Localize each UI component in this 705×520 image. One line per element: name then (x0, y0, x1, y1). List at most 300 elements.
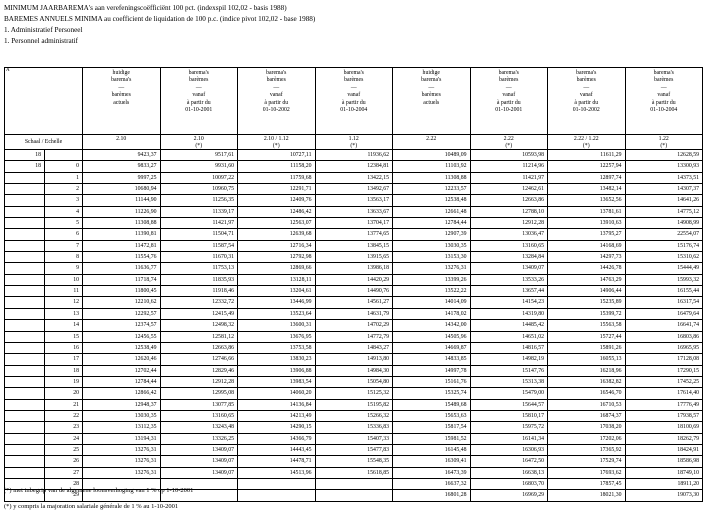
schaal-cell (470, 135, 548, 150)
salary-cell: 16382,82 (548, 376, 626, 387)
salary-cell: 14651,02 (470, 331, 548, 342)
table-row (5, 444, 703, 455)
table-row (5, 433, 703, 444)
salary-cell: 14490,76 (315, 286, 393, 297)
salary-cell: 13409,07 (160, 467, 238, 478)
step-cell: 0 (45, 161, 83, 172)
salary-cell: 13194,31 (83, 433, 161, 444)
salary-cell: 12409,76 (238, 195, 316, 206)
table-row (5, 422, 703, 433)
salary-cell: 12620,46 (83, 354, 161, 365)
schaal-mark (86, 143, 157, 150)
salary-cell: 14997,78 (393, 365, 471, 376)
salary-cell: 22554,07 (625, 229, 703, 240)
salary-cell: 12538,48 (393, 195, 471, 206)
salary-cell: 11611,29 (548, 150, 626, 161)
column-header-line: à partir du (264, 99, 289, 106)
salary-cell: 12257,94 (548, 161, 626, 172)
salary-cell: 11587,54 (160, 240, 238, 251)
salary-cell: 14843,27 (315, 342, 393, 353)
salary-cell: 13399,26 (393, 274, 471, 285)
salary-cell: 18911,20 (625, 478, 703, 489)
age-cell (5, 297, 45, 308)
age-cell (5, 206, 45, 217)
step-cell: 10 (45, 274, 83, 285)
salary-cell: 14178,02 (393, 308, 471, 319)
salary-cell: 12498,32 (160, 320, 238, 331)
schaal-mark: (*) (195, 142, 203, 149)
step-cell: 13 (45, 308, 83, 319)
salary-cell: 17938,57 (625, 410, 703, 421)
column-header-line: — (350, 84, 357, 91)
step-cell: 24 (45, 433, 83, 444)
table-row (5, 172, 703, 183)
salary-cell (315, 478, 393, 489)
column-header-line: barèmes (189, 77, 209, 84)
schaal-value: 2.22 (503, 136, 514, 142)
column-header-line: 01-10-2001 (495, 106, 523, 113)
salary-cell: 13128,11 (238, 274, 316, 285)
age-cell (5, 308, 45, 319)
salary-cell: 13845,15 (315, 240, 393, 251)
column-header-line: — (660, 84, 667, 91)
age-cell (5, 320, 45, 331)
schaal-mark (396, 143, 467, 150)
salary-cell: 11421,97 (160, 218, 238, 229)
salary-cell: 14833,85 (393, 354, 471, 365)
salary-cell: 12829,46 (160, 365, 238, 376)
age-cell (5, 376, 45, 387)
step-cell: 21 (45, 399, 83, 410)
column-header-line: barema's (343, 70, 364, 76)
salary-cell: 12702,44 (83, 365, 161, 376)
schaal-cell (238, 135, 316, 150)
salary-cell: 17857,45 (548, 478, 626, 489)
salary-cell: 14775,12 (625, 206, 703, 217)
salary-cell: 13446,99 (238, 297, 316, 308)
section-french: 1. Personnel administratif (4, 37, 79, 45)
salary-cell: 14342,00 (393, 320, 471, 331)
salary-cell: 11144,90 (83, 195, 161, 206)
table-row (5, 320, 703, 331)
salary-cell: 13243,48 (160, 422, 238, 433)
salary-cell: 12639,68 (238, 229, 316, 240)
column-header-line: barema's (498, 70, 519, 76)
salary-cell: 14168,69 (548, 240, 626, 251)
salary-cell: 10593,98 (470, 150, 548, 161)
salary-cell: 12384,81 (315, 161, 393, 172)
salary-cell: 15653,63 (393, 410, 471, 421)
schaal-mark: (*) (272, 142, 280, 149)
salary-cell: 15981,52 (393, 433, 471, 444)
salary-cell: 18100,69 (625, 422, 703, 433)
salary-cell: 15489,68 (393, 399, 471, 410)
salary-cell: 13830,23 (238, 354, 316, 365)
salary-cell: 13523,64 (238, 308, 316, 319)
salary-cell: 19073,30 (625, 490, 703, 501)
salary-cell: 13276,31 (393, 263, 471, 274)
salary-cell: 16965,95 (625, 342, 703, 353)
schaal-cell (315, 135, 393, 150)
table-row (5, 410, 703, 421)
salary-cell: 17452,25 (625, 376, 703, 387)
salary-cell: 15477,83 (315, 444, 393, 455)
corner-cell (5, 68, 83, 135)
salary-cell: 18749,10 (625, 467, 703, 478)
salary-cell: 13774,65 (315, 229, 393, 240)
schaal-value: 1.12 (348, 136, 359, 142)
salary-cell: 14631,79 (315, 308, 393, 319)
age-cell (5, 184, 45, 195)
salary-cell: 13492,67 (315, 184, 393, 195)
salary-cell: 10960,75 (160, 184, 238, 195)
column-header-line: à partir du (651, 99, 676, 106)
salary-cell: 14443,45 (238, 444, 316, 455)
salary-cell: 11835,93 (160, 274, 238, 285)
column-header-line: vanaf (269, 92, 283, 99)
salary-cell: 11472,81 (83, 240, 161, 251)
salary-cell: 16710,53 (548, 399, 626, 410)
salary-cell: 14513,96 (238, 467, 316, 478)
table-row (5, 399, 703, 410)
salary-cell: 13482,14 (548, 184, 626, 195)
salary-cell: 14014,09 (393, 297, 471, 308)
salary-cell: 13036,47 (470, 229, 548, 240)
salary-cell: 13657,44 (470, 286, 548, 297)
salary-cell: 13915,65 (315, 252, 393, 263)
column-header-row (5, 68, 703, 135)
salary-cell: 18586,98 (625, 456, 703, 467)
age-cell (5, 410, 45, 421)
schaal-value: 2.10 (116, 136, 127, 142)
table-row (5, 376, 703, 387)
salary-cell: 17614,40 (625, 388, 703, 399)
salary-cell: 14561,27 (315, 297, 393, 308)
salary-cell: 11226,90 (83, 206, 161, 217)
salary-cell: 12948,37 (83, 399, 161, 410)
salary-cell: 14641,26 (625, 195, 703, 206)
salary-cell: 15810,17 (470, 410, 548, 421)
age-cell (5, 240, 45, 251)
step-cell: 2 (45, 184, 83, 195)
salary-cell: 12210,62 (83, 297, 161, 308)
step-cell: 8 (45, 252, 83, 263)
salary-cell: 13753,58 (238, 342, 316, 353)
salary-cell: 18021,30 (548, 490, 626, 501)
salary-cell: 13300,93 (625, 161, 703, 172)
schaal-value: 1.22 (658, 136, 669, 142)
salary-cell (315, 490, 393, 501)
salary-cell: 11103,92 (393, 161, 471, 172)
column-header-line: actuels (113, 99, 130, 106)
document-header (4, 3, 315, 47)
table-row (5, 354, 703, 365)
salary-cell: 12332,72 (160, 297, 238, 308)
age-cell (5, 433, 45, 444)
column-header-line: huidige (422, 70, 440, 76)
salary-cell: 9833,27 (83, 161, 161, 172)
step-cell: 7 (45, 240, 83, 251)
schaal-mark: (*) (660, 142, 668, 149)
salary-cell: 12661,48 (393, 206, 471, 217)
step-cell: 4 (45, 206, 83, 217)
column-header-line: barèmes (576, 77, 596, 84)
salary-cell: 11214,96 (470, 161, 548, 172)
column-header-line: à partir du (186, 99, 211, 106)
age-cell (5, 286, 45, 297)
step-cell (45, 150, 83, 161)
salary-cell: 14420,29 (315, 274, 393, 285)
salary-cell: 15266,32 (315, 410, 393, 421)
step-cell: 1 (45, 172, 83, 183)
step-cell: 28 (45, 478, 83, 489)
salary-cell: 14319,80 (470, 308, 548, 319)
column-header-line: — (118, 84, 125, 91)
step-cell: 16 (45, 342, 83, 353)
salary-cell: 14702,29 (315, 320, 393, 331)
column-header-line: vanaf (502, 92, 516, 99)
salary-cell: 11390,81 (83, 229, 161, 240)
schaal-cell (548, 135, 626, 150)
table-row (5, 274, 703, 285)
step-cell: 29 (45, 490, 83, 501)
salary-cell: 9931,60 (160, 161, 238, 172)
footnote-french: (*) y compris la majoration salariale générale de 1 % au 1-10-2001 (4, 503, 179, 510)
salary-cell: 14984,30 (315, 365, 393, 376)
column-header-line: 01-10-2002 (262, 106, 290, 113)
title-dutch: MINIMUM JAARBAREMA's aan verefeningscoëfficiënt 100 pct. (indexspil 102,02 - basis 1988) (4, 4, 287, 12)
salary-cell: 15399,72 (548, 308, 626, 319)
column-header (83, 68, 161, 135)
salary-cell: 16638,13 (470, 467, 548, 478)
age-cell (5, 388, 45, 399)
column-header-line: 01-10-2001 (185, 106, 213, 113)
salary-cell: 11504,71 (160, 229, 238, 240)
salary-cell: 12563,07 (238, 218, 316, 229)
salary-cell: 14913,80 (315, 354, 393, 365)
salary-cell: 16637,32 (393, 478, 471, 489)
salary-cell: 17128,08 (625, 354, 703, 365)
schaal-value: 2.22 (426, 136, 437, 142)
age-cell (5, 467, 45, 478)
salary-cell: 13704,17 (315, 218, 393, 229)
column-header (470, 68, 548, 135)
step-cell: 18 (45, 365, 83, 376)
salary-cell: 13160,65 (470, 240, 548, 251)
table-row (5, 388, 703, 399)
table-head (5, 68, 703, 150)
salary-cell: 14154,23 (470, 297, 548, 308)
salary-cell: 15310,62 (625, 252, 703, 263)
salary-cell: 12716,34 (238, 240, 316, 251)
column-header-line: à partir du (574, 99, 599, 106)
salary-cell: 14060,20 (238, 388, 316, 399)
age-cell (5, 422, 45, 433)
table-row (5, 263, 703, 274)
salary-cell: 14669,87 (393, 342, 471, 353)
table-row (5, 206, 703, 217)
salary-cell: 15147,76 (470, 365, 548, 376)
column-header-line: barema's (421, 77, 442, 84)
table-row (5, 308, 703, 319)
step-cell: 25 (45, 444, 83, 455)
salary-cell: 14213,49 (238, 410, 316, 421)
column-header-line: — (195, 84, 202, 91)
salary-cell: 17365,92 (548, 444, 626, 455)
salary-cell: 15195,82 (315, 399, 393, 410)
column-header (625, 68, 703, 135)
salary-cell: 16055,13 (548, 354, 626, 365)
salary-cell: 17202,06 (548, 433, 626, 444)
salary-cell: 15125,32 (315, 388, 393, 399)
age-cell: 18 (5, 161, 45, 172)
salary-cell: 12907,39 (393, 229, 471, 240)
schaal-row (5, 135, 703, 150)
age-cell (5, 172, 45, 183)
age-cell (5, 195, 45, 206)
schaal-value: 2.10 (193, 136, 204, 142)
schaal-label: Schaal / Echelle (5, 135, 83, 150)
salary-cell: 13652,56 (548, 195, 626, 206)
salary-cell: 14290,15 (238, 422, 316, 433)
salary-cell: 11759,68 (238, 172, 316, 183)
salary-cell: 13112,35 (83, 422, 161, 433)
table-row (5, 184, 703, 195)
salary-cell: 12866,42 (83, 388, 161, 399)
salary-cell: 11636,77 (83, 263, 161, 274)
salary-cell: 10489,09 (393, 150, 471, 161)
step-cell: 6 (45, 229, 83, 240)
salary-cell (238, 478, 316, 489)
salary-cell: 9997,25 (83, 172, 161, 183)
salary-cell: 14485,42 (470, 320, 548, 331)
column-header (160, 68, 238, 135)
salary-cell: 11308,88 (393, 172, 471, 183)
table-row (5, 342, 703, 353)
age-cell (5, 342, 45, 353)
salary-cell: 18424,91 (625, 444, 703, 455)
salary-cell: 14763,29 (548, 274, 626, 285)
column-header-line: barèmes (266, 77, 286, 84)
title-french: BAREMES ANNUELS MINIMA au coefficient de liquidation de 100 p.c. (indice pivot 102,02 - base 1988) (4, 15, 316, 23)
salary-cell: 16218,96 (548, 365, 626, 376)
salary-cell: 12456,55 (83, 331, 161, 342)
salary-cell: 14366,79 (238, 433, 316, 444)
salary-cell: 14906,44 (548, 286, 626, 297)
schaal-value: 2.10 / 1.12 (263, 136, 289, 142)
salary-cell: 14816,57 (470, 342, 548, 353)
salary-cell: 12912,28 (160, 376, 238, 387)
column-header-line: barèmes (654, 77, 674, 84)
column-header (238, 68, 316, 135)
column-header-line: vanaf (347, 92, 361, 99)
schaal-value: 2.22 / 1.22 (573, 136, 599, 142)
salary-cell: 16145,48 (393, 444, 471, 455)
column-header-line: vanaf (657, 92, 671, 99)
salary-cell: 13030,35 (393, 240, 471, 251)
salary-cell: 13409,07 (470, 263, 548, 274)
age-cell (5, 399, 45, 410)
table-body (5, 150, 703, 502)
salary-cell: 11718,74 (83, 274, 161, 285)
age-cell (5, 354, 45, 365)
salary-cell: 12486,42 (238, 206, 316, 217)
salary-cell: 17290,15 (625, 365, 703, 376)
step-cell: 12 (45, 297, 83, 308)
table-row (5, 467, 703, 478)
salary-cell: 15479,00 (470, 388, 548, 399)
table-row (5, 195, 703, 206)
salary-cell: 13409,07 (160, 444, 238, 455)
salary-cell: 9517,61 (160, 150, 238, 161)
step-cell: 20 (45, 388, 83, 399)
salary-cell: 11421,97 (470, 172, 548, 183)
salary-cell: 13906,88 (238, 365, 316, 376)
salary-cell: 13276,31 (83, 467, 161, 478)
salary-cell: 13276,31 (83, 456, 161, 467)
salary-cell: 12995,08 (160, 388, 238, 399)
salary-cell: 12912,28 (470, 218, 548, 229)
table-row (5, 331, 703, 342)
salary-cell: 13030,35 (83, 410, 161, 421)
salary-cell: 12462,61 (470, 184, 548, 195)
salary-cell: 14478,71 (238, 456, 316, 467)
salary-cell: 17776,49 (625, 399, 703, 410)
column-header-line: huidige (112, 70, 130, 76)
salary-cell: 10680,94 (83, 184, 161, 195)
salary-cell: 13522,22 (393, 286, 471, 297)
column-header-line: barema's (266, 70, 287, 76)
salary-cell: 16309,41 (393, 456, 471, 467)
salary-cell: 12792,98 (238, 252, 316, 263)
salary-cell: 15993,32 (625, 274, 703, 285)
salary-cell: 11554,76 (83, 252, 161, 263)
step-cell: 26 (45, 456, 83, 467)
salary-cell: 11308,88 (83, 218, 161, 229)
age-cell: 18 (5, 150, 45, 161)
salary-cell: 9423,37 (83, 150, 161, 161)
step-cell: 17 (45, 354, 83, 365)
table-row (5, 218, 703, 229)
salary-cell: 13781,61 (548, 206, 626, 217)
salary-cell: 14505,96 (393, 331, 471, 342)
salary-cell: 16874,37 (548, 410, 626, 421)
corner-mark: A (6, 68, 10, 73)
salary-cell: 15727,44 (548, 331, 626, 342)
salary-cell: 15235,89 (548, 297, 626, 308)
salary-cell: 11158,20 (238, 161, 316, 172)
salary-cell: 13563,17 (315, 195, 393, 206)
step-cell: 9 (45, 263, 83, 274)
table-row (5, 297, 703, 308)
age-cell (5, 331, 45, 342)
salary-cell: 15176,74 (625, 240, 703, 251)
age-cell (5, 365, 45, 376)
step-cell: 22 (45, 410, 83, 421)
column-header-line: — (505, 84, 512, 91)
salary-cell: 13204,61 (238, 286, 316, 297)
salary-cell: 13284,84 (470, 252, 548, 263)
salary-cell: 15618,85 (315, 467, 393, 478)
salary-cell: 16479,64 (625, 308, 703, 319)
salary-cell: 13276,31 (83, 444, 161, 455)
column-header-line: barèmes (499, 77, 519, 84)
age-cell (5, 456, 45, 467)
salary-cell: 11339,17 (160, 206, 238, 217)
salary-cell: 14426,78 (548, 263, 626, 274)
salary-cell: 10097,22 (160, 172, 238, 183)
salary-cell: 13910,63 (548, 218, 626, 229)
